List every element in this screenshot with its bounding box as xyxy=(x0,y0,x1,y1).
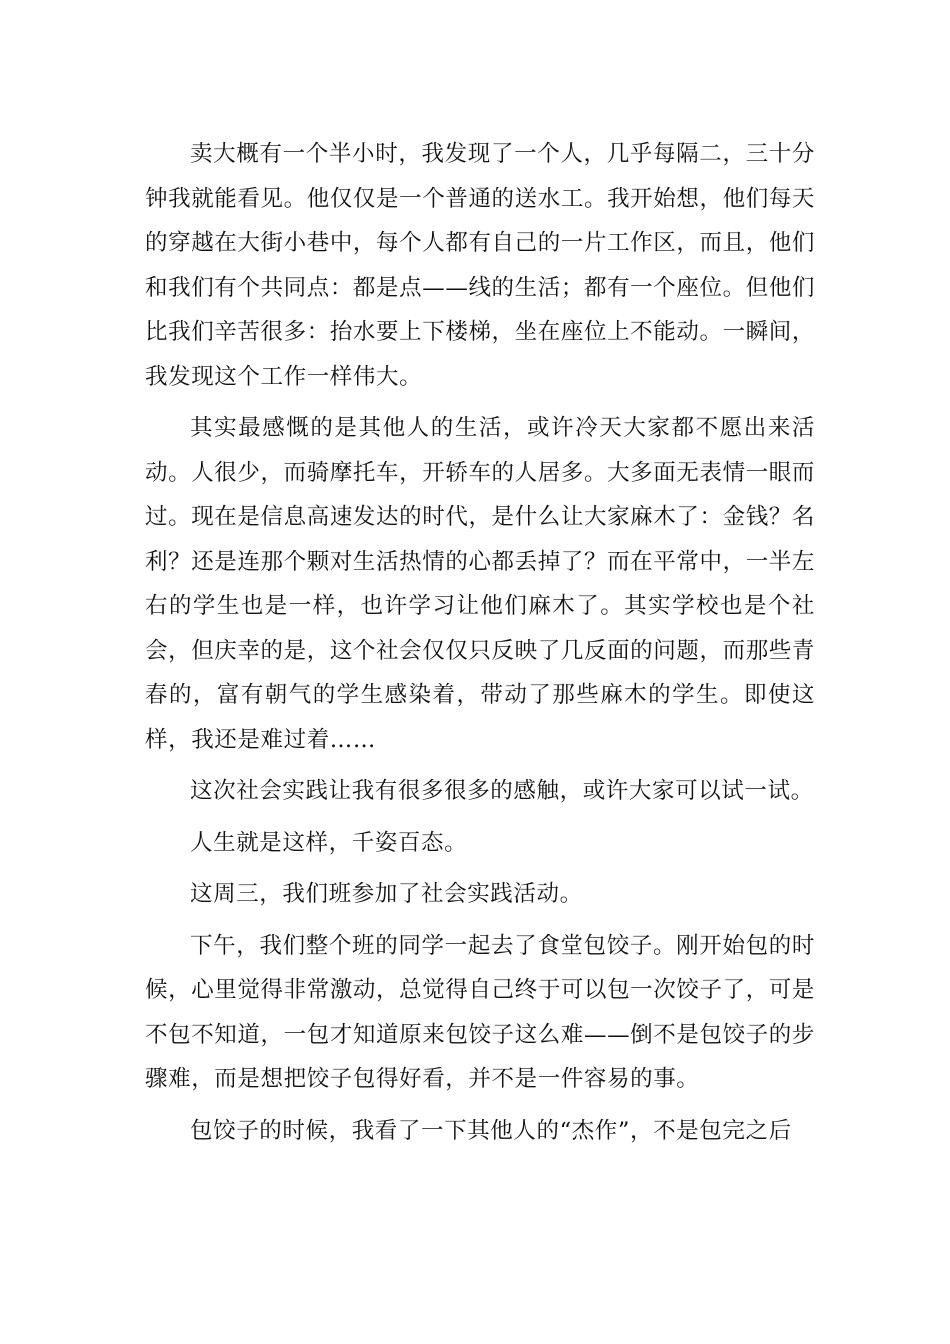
paragraph: 这次社会实践让我有很多很多的感触，或许大家可以试一试。 xyxy=(190,778,814,804)
paragraph: 卖大概有一个半小时，我发现了一个人，几乎每隔二，三十分钟我就能看见。他仅仅是一个普通的送水工。我开始想，他们每天的穿越在大街小巷中，每个人都有自己的一片工作区，而且，他们和我们有个共同点：都是点——线的生活；都有一个座位。但他们比我们辛苦很多：抬水要上下楼梯，坐在座位上不能动。一瞬间，我发现这个工作一样伟大。 xyxy=(145,141,815,390)
paragraph: 下午，我们整个班的同学一起去了食堂包饺子。刚开始包的时候，心里觉得非常激动，总觉得自己终于可以包一次饺子了，可是不包不知道，一包才知道原来包饺子这么难——倒不是包饺子的步骤难，而是想把饺子包得好看，并不是一件容易的事。 xyxy=(145,932,815,1092)
paragraph: 这周三，我们班参加了社会实践活动。 xyxy=(190,881,583,907)
paragraph: 包饺子的时候，我看了一下其他人的“杰作”，不是包完之后 xyxy=(190,1117,792,1144)
paragraph: 其实最感慨的是其他人的生活，或许冷天大家都不愿出来活动。人很少，而骑摩托车，开轿车的人居多。大多面无表情一眼而过。现在是信息高速发达的时代，是什么让大家麻木了：金钱？名利？还是连那个颗对生活热情的心都丢掉了？而在平常中，一半左右的学生也是一样，也许学习让他们麻木了。其实学校也是个社会，但庆幸的是，这个社会仅仅只反映了几反面的问题，而那些青春的，富有朝气的学生感染着，带动了那些麻木的学生。即使这样，我还是难过着…… xyxy=(145,415,815,753)
document-body xyxy=(145,132,815,1153)
paragraph: 人生就是这样，千姿百态。 xyxy=(190,829,468,856)
